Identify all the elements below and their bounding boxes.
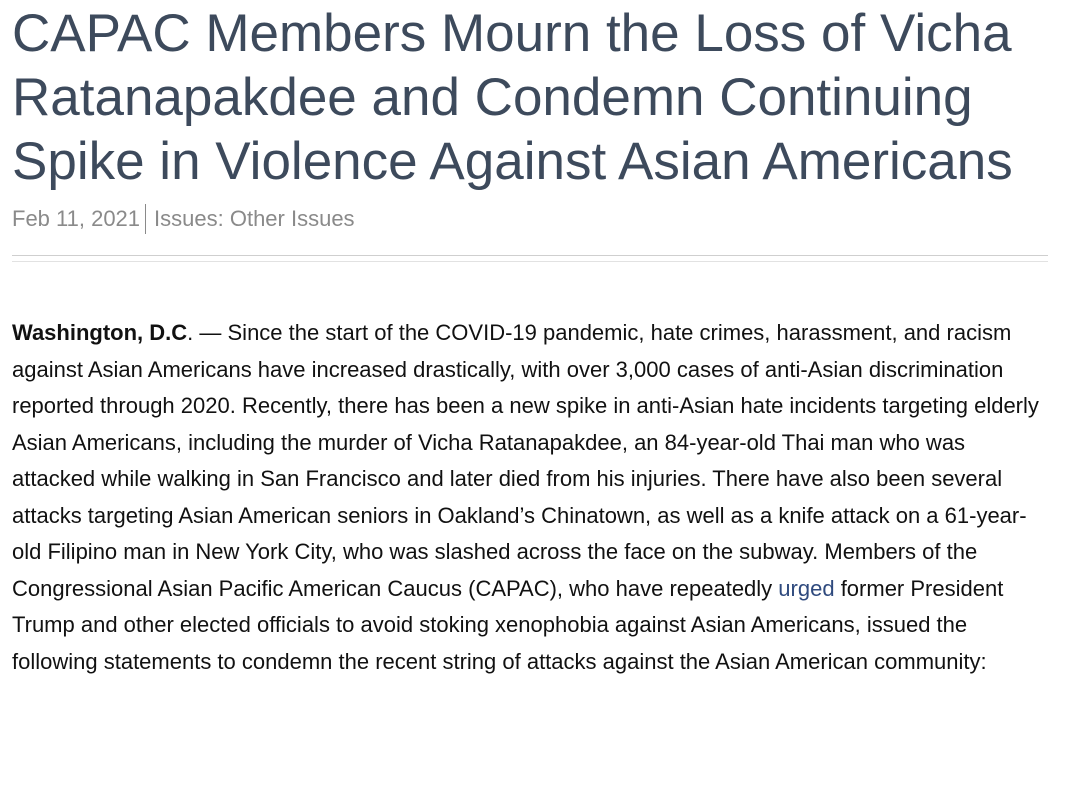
article-category-link[interactable]: Issues: Other Issues	[154, 206, 355, 231]
dateline: Washington, D.C	[12, 320, 188, 345]
body-text-part2: former President Trump and other elected officials to avoid stoking xenophobia against Asian Americans, issued the following statements to condemn the recent string of attacks against the Asian American community:	[12, 575, 1004, 674]
body-text-part1: . — Since the start of the COVID-19 pandemic, hate crimes, harassment, and racism against Asian Americans have increased drastically, with over 3,000 cases of anti-Asian discrimination reported through 2020. Recently, there has been a new spike in anti-Asian hate incidents targeting elderly Asian Americans, including the murder of Vicha Ratanapakdee, an 84-year-old Thai man who was attacked while walking in San Francisco and later died from his injuries. There have also been several attacks targeting Asian American seniors in Oakland’s Chinatown, as well as a knife attack on a 61-year-old Filipino man in New York City, who was slashed across the face on the subway. Members of the Congressional Asian Pacific American Caucus (CAPAC), who have repeatedly	[12, 320, 1039, 601]
urged-link[interactable]: urged	[778, 575, 835, 601]
article-date: Feb 11, 2021	[12, 206, 141, 231]
article-meta	[12, 204, 1052, 234]
article-title: CAPAC Members Mourn the Loss of Vicha Ratanapakdee and Condemn Continuing Spike in Violence Against Asian Americans	[12, 4, 1013, 191]
divider-line-top	[12, 255, 1048, 256]
header-divider	[12, 255, 1048, 262]
meta-divider	[145, 204, 146, 234]
article-body-paragraph	[12, 315, 1052, 680]
divider-line-bottom	[12, 261, 1048, 262]
article	[12, 0, 1052, 702]
